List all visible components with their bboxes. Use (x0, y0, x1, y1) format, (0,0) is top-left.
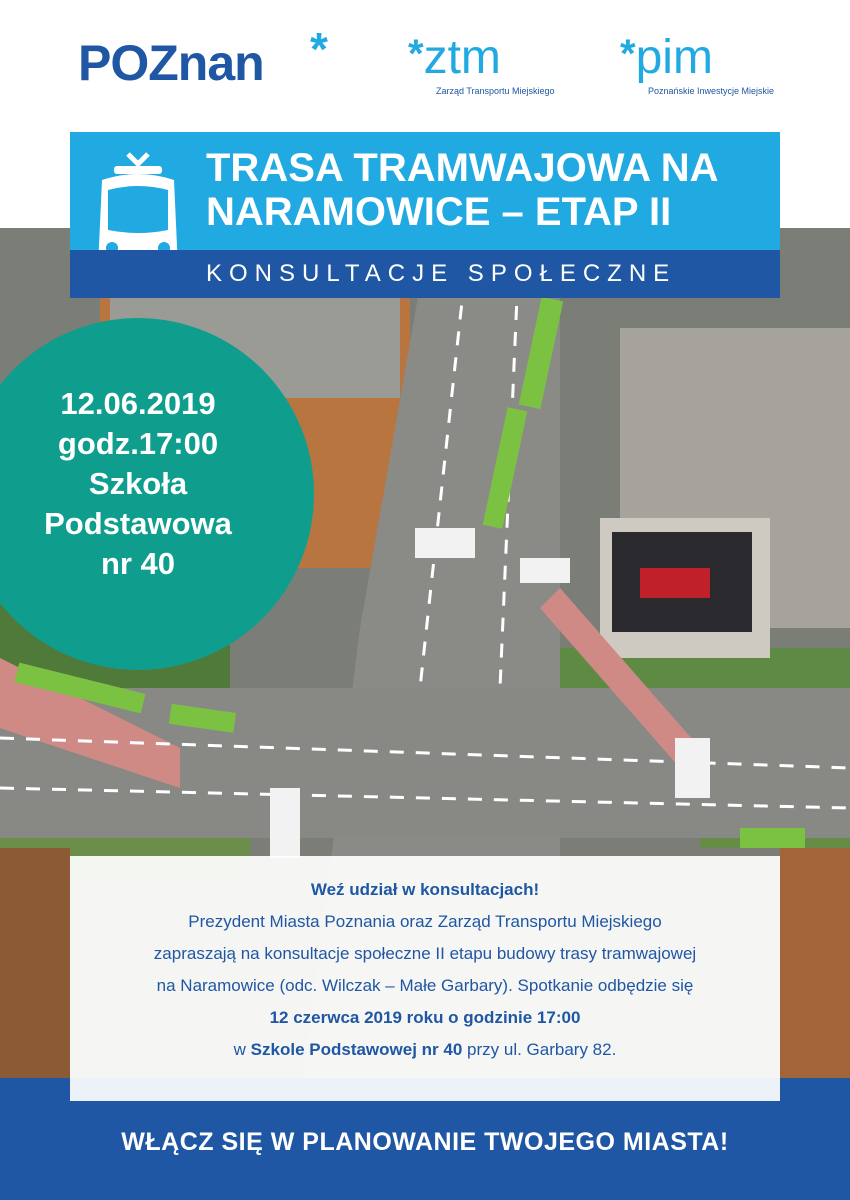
title-line-2: NARAMOWICE – ETAP II (206, 190, 672, 234)
info-line-5-venue: Szkole Podstawowej nr 40 (250, 1040, 463, 1059)
info-line-4: 12 czerwca 2019 roku o godzinie 17:00 (269, 1008, 581, 1027)
poznan-logo-text: POZnan (78, 35, 264, 91)
info-box (70, 856, 780, 1101)
pim-logo-text: pim (635, 31, 713, 84)
pim-star-icon: * (620, 32, 636, 76)
event-place-line-2: Podstawowa (44, 506, 232, 541)
ztm-star-icon: * (408, 32, 424, 76)
info-line-5-suffix: przy ul. Garbary 82. (462, 1040, 617, 1059)
subtitle-text: KONSULTACJE SPOŁECZNE (206, 260, 677, 287)
info-line-5 (70, 1034, 780, 1066)
title-line-1: TRASA TRAMWAJOWA NA (206, 146, 719, 190)
info-line-3: na Naramowice (odc. Wilczak – Małe Garbary). Spotkanie odbędzie się (156, 976, 694, 995)
ztm-logo (408, 31, 555, 96)
event-place-line-1: Szkoła (88, 466, 188, 501)
event-place-line-3: nr 40 (100, 546, 176, 581)
info-line-5-prefix: w (233, 1040, 251, 1059)
info-line-1: Prezydent Miasta Poznania oraz Zarząd Transportu Miejskiego (188, 912, 662, 931)
ztm-logo-subtitle: Zarząd Transportu Miejskiego (436, 86, 555, 96)
pim-logo-subtitle: Poznańskie Inwestycje Miejskie (648, 86, 775, 96)
header-logos (0, 0, 850, 130)
ztm-logo-text: ztm (423, 31, 501, 84)
pim-logo (620, 31, 775, 96)
footer-call-to-action: WŁĄCZ SIĘ W PLANOWANIE TWOJEGO MIASTA! (121, 1128, 729, 1156)
poznan-logo (78, 23, 328, 91)
subtitle-bar (70, 250, 780, 298)
info-heading: Weź udział w konsultacjach! (310, 880, 540, 899)
poznan-star-icon: * (310, 23, 328, 75)
event-time: godz.17:00 (57, 426, 219, 461)
info-line-2: zapraszają na konsultacje społeczne II etapu budowy trasy tramwajowej (153, 944, 697, 963)
event-date: 12.06.2019 (60, 386, 216, 421)
